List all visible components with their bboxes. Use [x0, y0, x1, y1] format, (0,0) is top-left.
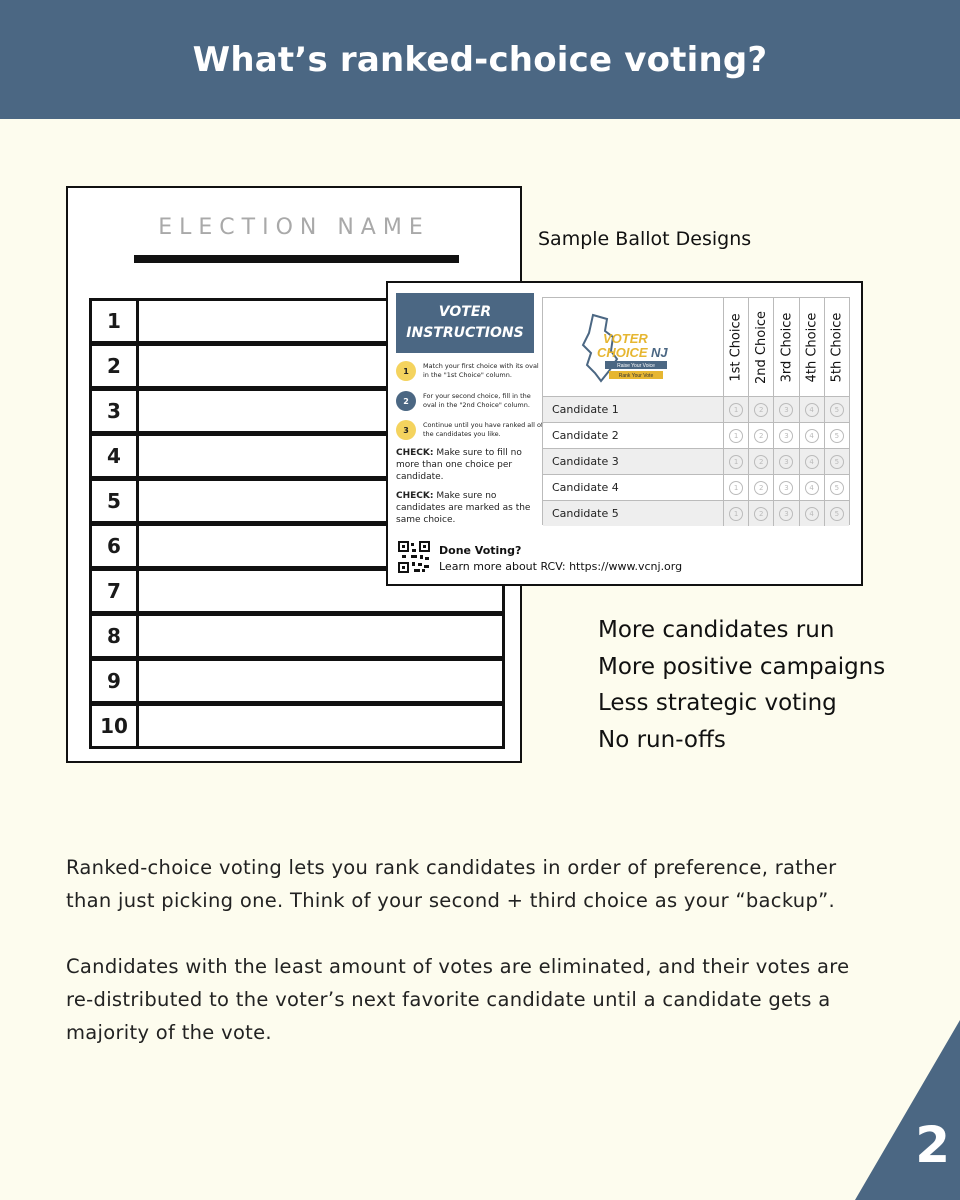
rank-number: 8	[92, 616, 139, 656]
oval-cell	[773, 449, 798, 474]
qr-code-icon	[398, 541, 430, 573]
rank-number: 6	[92, 526, 139, 566]
done-voting-link-text: Learn more about RCV: https://www.vcnj.org	[439, 560, 683, 573]
ranking-oval[interactable]: 2	[754, 429, 768, 443]
rank-number: 4	[92, 436, 139, 476]
oval-cell	[799, 475, 824, 500]
voter-instructions-title: VOTER INSTRUCTIONS	[396, 293, 534, 353]
rank-write-in-space	[139, 616, 502, 656]
rank-write-in-space	[139, 661, 502, 701]
ranking-oval[interactable]: 3	[779, 455, 793, 469]
oval-cell	[748, 501, 773, 526]
check-note-2: CHECK: Make sure no candidates are marked as the same choice.	[396, 491, 531, 525]
candidate-row	[543, 396, 849, 422]
oval-cell	[799, 423, 824, 448]
oval-cell	[773, 501, 798, 526]
ranking-oval[interactable]: 4	[805, 455, 819, 469]
candidate-name: Candidate 2	[552, 429, 619, 442]
candidate-row	[543, 422, 849, 448]
rank-number: 2	[92, 346, 139, 386]
ranking-oval[interactable]: 3	[779, 403, 793, 417]
svg-text:Rank Your Vote: Rank Your Vote	[618, 373, 654, 379]
choice-column-header: 1st Choice	[723, 298, 749, 396]
candidate-name: Candidate 1	[552, 403, 619, 416]
step-text: Continue until you have ranked all of the candidates you like.	[423, 421, 544, 438]
ranking-oval[interactable]: 5	[830, 481, 844, 495]
candidate-name: Candidate 5	[552, 507, 619, 520]
candidate-row	[543, 500, 849, 526]
ranking-oval[interactable]: 1	[729, 507, 743, 521]
rank-write-in-space	[139, 706, 502, 746]
ranking-oval[interactable]: 2	[754, 481, 768, 495]
oval-cell	[723, 423, 748, 448]
rank-row	[89, 703, 505, 749]
choice-column-header: 3rd Choice	[773, 298, 799, 396]
page-number: 2	[915, 1116, 950, 1174]
ranking-oval[interactable]: 4	[805, 507, 819, 521]
oval-cell	[748, 449, 773, 474]
oval-cell	[723, 475, 748, 500]
page-title: What’s ranked-choice voting?	[192, 39, 768, 80]
step-number-badge: 3	[396, 420, 416, 440]
oval-cell	[773, 423, 798, 448]
oval-cell	[824, 397, 849, 422]
choice-column-header: 5th Choice	[824, 298, 850, 396]
candidate-row	[543, 448, 849, 474]
oval-cell	[824, 475, 849, 500]
oval-cell	[723, 397, 748, 422]
ranking-oval[interactable]: 1	[729, 455, 743, 469]
oval-cell	[799, 449, 824, 474]
rank-number: 5	[92, 481, 139, 521]
ranking-oval[interactable]: 4	[805, 429, 819, 443]
step-number-badge: 1	[396, 361, 416, 381]
svg-text:VOTER: VOTER	[603, 331, 648, 346]
step-text: Match your first choice with its oval in the "1st Choice" column.	[423, 362, 539, 379]
ranking-oval[interactable]: 2	[754, 455, 768, 469]
benefit-item: Less strategic voting	[598, 690, 837, 716]
oval-cell	[748, 475, 773, 500]
ranking-oval[interactable]: 1	[729, 481, 743, 495]
oval-cell	[799, 397, 824, 422]
candidate-row	[543, 474, 849, 500]
rank-row	[89, 658, 505, 704]
ranking-oval[interactable]: 3	[779, 429, 793, 443]
rank-number: 1	[92, 301, 139, 341]
instruction-step-2	[396, 391, 546, 411]
header-banner	[0, 0, 960, 119]
benefit-item: More candidates run	[598, 617, 835, 643]
svg-text:NJ: NJ	[651, 345, 668, 360]
svg-text:CHOICE: CHOICE	[597, 345, 648, 360]
oval-cell	[824, 501, 849, 526]
sample-ballot-label: Sample Ballot Designs	[538, 228, 752, 250]
rank-row	[89, 613, 505, 659]
ranking-table	[542, 297, 850, 525]
step-text: For your second choice, fill in the oval in the "2nd Choice" column.	[423, 392, 531, 409]
oval-cell	[799, 501, 824, 526]
check-note-1: CHECK: Make sure to fill no more than one choice per candidate.	[396, 448, 522, 482]
instruction-step-3	[396, 420, 546, 440]
choice-column-header: 4th Choice	[799, 298, 825, 396]
ranking-oval[interactable]: 5	[830, 429, 844, 443]
rank-number: 3	[92, 391, 139, 431]
election-name-bar	[134, 255, 459, 263]
oval-cell	[723, 449, 748, 474]
ranking-oval[interactable]: 2	[754, 403, 768, 417]
ranking-oval[interactable]: 5	[830, 507, 844, 521]
benefit-item: No run-offs	[598, 726, 726, 753]
candidate-name: Candidate 4	[552, 481, 619, 494]
oval-cell	[824, 449, 849, 474]
ranking-oval[interactable]: 4	[805, 403, 819, 417]
step-number-badge: 2	[396, 391, 416, 411]
candidate-name: Candidate 3	[552, 455, 619, 468]
ranking-oval[interactable]: 3	[779, 481, 793, 495]
oval-cell	[773, 475, 798, 500]
oval-cell	[723, 501, 748, 526]
ranking-oval[interactable]: 3	[779, 507, 793, 521]
nj-map-logo-icon	[573, 307, 693, 387]
oval-cell	[748, 423, 773, 448]
election-name: ELECTION NAME	[158, 215, 430, 240]
rank-number: 10	[92, 706, 139, 746]
ranking-oval[interactable]: 4	[805, 481, 819, 495]
oval-cell	[748, 397, 773, 422]
rank-number: 9	[92, 661, 139, 701]
choice-column-header: 2nd Choice	[748, 298, 774, 396]
ranking-oval[interactable]: 1	[729, 403, 743, 417]
explanation-paragraph-1: Ranked-choice voting lets you rank candidates in order of preference, rather than just picking one. Think of your second + third choice as your “backup”.	[66, 856, 837, 912]
instruction-step-1	[396, 361, 546, 381]
oval-cell	[773, 397, 798, 422]
voter-choice-nj-logo	[543, 298, 723, 396]
explanation-paragraph-2: Candidates with the least amount of votes are eliminated, and their votes are re-distributed to the voter’s next favorite candidate until a candidate gets a majority of the vote.	[66, 955, 850, 1044]
detailed-ballot	[386, 281, 863, 586]
rank-number: 7	[92, 571, 139, 611]
done-voting-title: Done Voting?	[439, 544, 522, 557]
benefits-list	[598, 612, 885, 758]
svg-text:Raise Your Voice: Raise Your Voice	[617, 363, 655, 369]
oval-cell	[824, 423, 849, 448]
ranking-oval[interactable]: 1	[729, 429, 743, 443]
ranking-oval[interactable]: 5	[830, 455, 844, 469]
benefit-item: More positive campaigns	[598, 653, 886, 680]
ranking-oval[interactable]: 2	[754, 507, 768, 521]
ranking-oval[interactable]: 5	[830, 403, 844, 417]
